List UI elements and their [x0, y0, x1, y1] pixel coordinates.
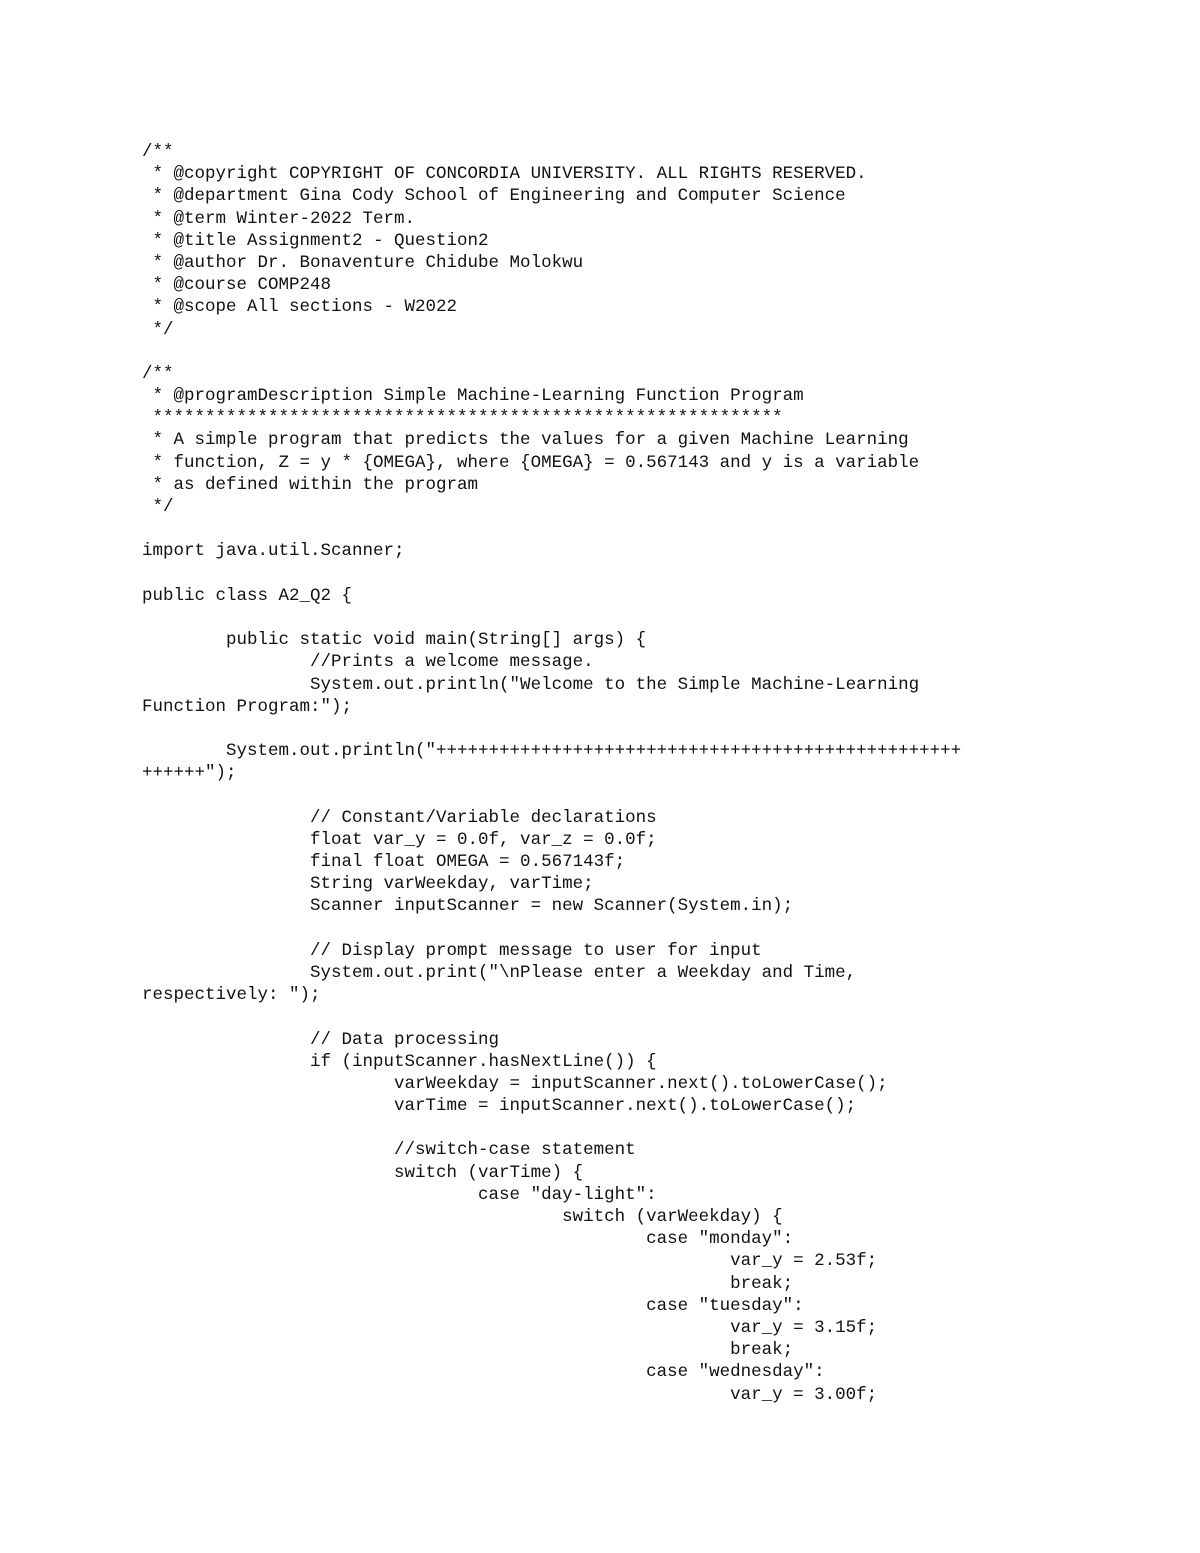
code-line [142, 718, 961, 740]
code-line [142, 563, 961, 585]
code-line: * @programDescription Simple Machine-Learning Function Program [142, 386, 804, 407]
code-line: // Constant/Variable declarations [142, 807, 657, 828]
code-line: case "wednesday": [142, 1362, 825, 1383]
code-line: var_y = 3.00f; [142, 1384, 878, 1405]
code-line [142, 341, 961, 363]
code-line: //switch-case statement [142, 1140, 636, 1161]
code-line: import java.util.Scanner; [142, 541, 405, 562]
code-line [142, 784, 961, 806]
code-line: * as defined within the program [142, 474, 479, 495]
code-line: case "day-light": [142, 1184, 657, 1205]
code-line: // Display prompt message to user for input [142, 940, 762, 961]
code-line: * function, Z = y * {OMEGA}, where {OMEGA} = 0.567143 and y is a variable [142, 452, 920, 473]
code-line: var_y = 3.15f; [142, 1317, 878, 1338]
code-line: if (inputScanner.hasNextLine()) { [142, 1051, 657, 1072]
code-line: //Prints a welcome message. [142, 652, 594, 673]
code-line: System.out.println("++++++++++++++++++++++++++++++++++++++++++++++++++ [142, 741, 962, 762]
code-line: ++++++"); [142, 763, 237, 784]
code-line: break; [142, 1273, 794, 1294]
code-line: /** [142, 363, 174, 384]
code-line [142, 607, 961, 629]
code-line: /** [142, 142, 174, 162]
code-line: // Data processing [142, 1029, 500, 1050]
code-line: * @title Assignment2 - Question2 [142, 230, 489, 251]
code-line: switch (varTime) { [142, 1162, 584, 1183]
code-line [142, 1117, 961, 1139]
code-line: case "tuesday": [142, 1295, 804, 1316]
code-line: final float OMEGA = 0.567143f; [142, 852, 626, 872]
code-line: float var_y = 0.0f, var_z = 0.0f; [142, 829, 657, 850]
code-line [142, 918, 961, 940]
code-line: break; [142, 1340, 794, 1361]
code-line: public static void main(String[] args) { [142, 630, 647, 651]
code-line: */ [142, 319, 174, 340]
code-line: Function Program:"); [142, 696, 353, 717]
code-line: switch (varWeekday) { [142, 1207, 783, 1227]
code-line: ************************************************************ [142, 408, 783, 429]
code-line: System.out.println("Welcome to the Simple Machine-Learning [142, 674, 920, 695]
code-line: String varWeekday, varTime; [142, 874, 594, 895]
code-line: varTime = inputScanner.next().toLowerCase(); [142, 1096, 857, 1117]
code-line: respectively: "); [142, 985, 321, 1006]
code-line: * @course COMP248 [142, 275, 332, 296]
code-line [142, 518, 961, 540]
code-line: * @author Dr. Bonaventure Chidube Molokwu [142, 252, 584, 273]
code-line: case "monday": [142, 1229, 794, 1250]
code-line: public class A2_Q2 { [142, 585, 353, 606]
code-line: Scanner inputScanner = new Scanner(System.in); [142, 896, 794, 917]
code-line: * @scope All sections - W2022 [142, 297, 458, 318]
code-line: * A simple program that predicts the values for a given Machine Learning [142, 430, 909, 451]
code-line: */ [142, 497, 174, 517]
code-line: * @term Winter-2022 Term. [142, 208, 416, 229]
code-line: * @department Gina Cody School of Engineering and Computer Science [142, 186, 846, 207]
code-line [142, 1006, 961, 1028]
code-line: var_y = 2.53f; [142, 1251, 878, 1272]
code-line: System.out.print("\nPlease enter a Weekday and Time, [142, 962, 857, 983]
source-code-listing [142, 141, 961, 1406]
code-line: varWeekday = inputScanner.next().toLowerCase(); [142, 1073, 888, 1094]
code-line: * @copyright COPYRIGHT OF CONCORDIA UNIVERSITY. ALL RIGHTS RESERVED. [142, 164, 867, 185]
